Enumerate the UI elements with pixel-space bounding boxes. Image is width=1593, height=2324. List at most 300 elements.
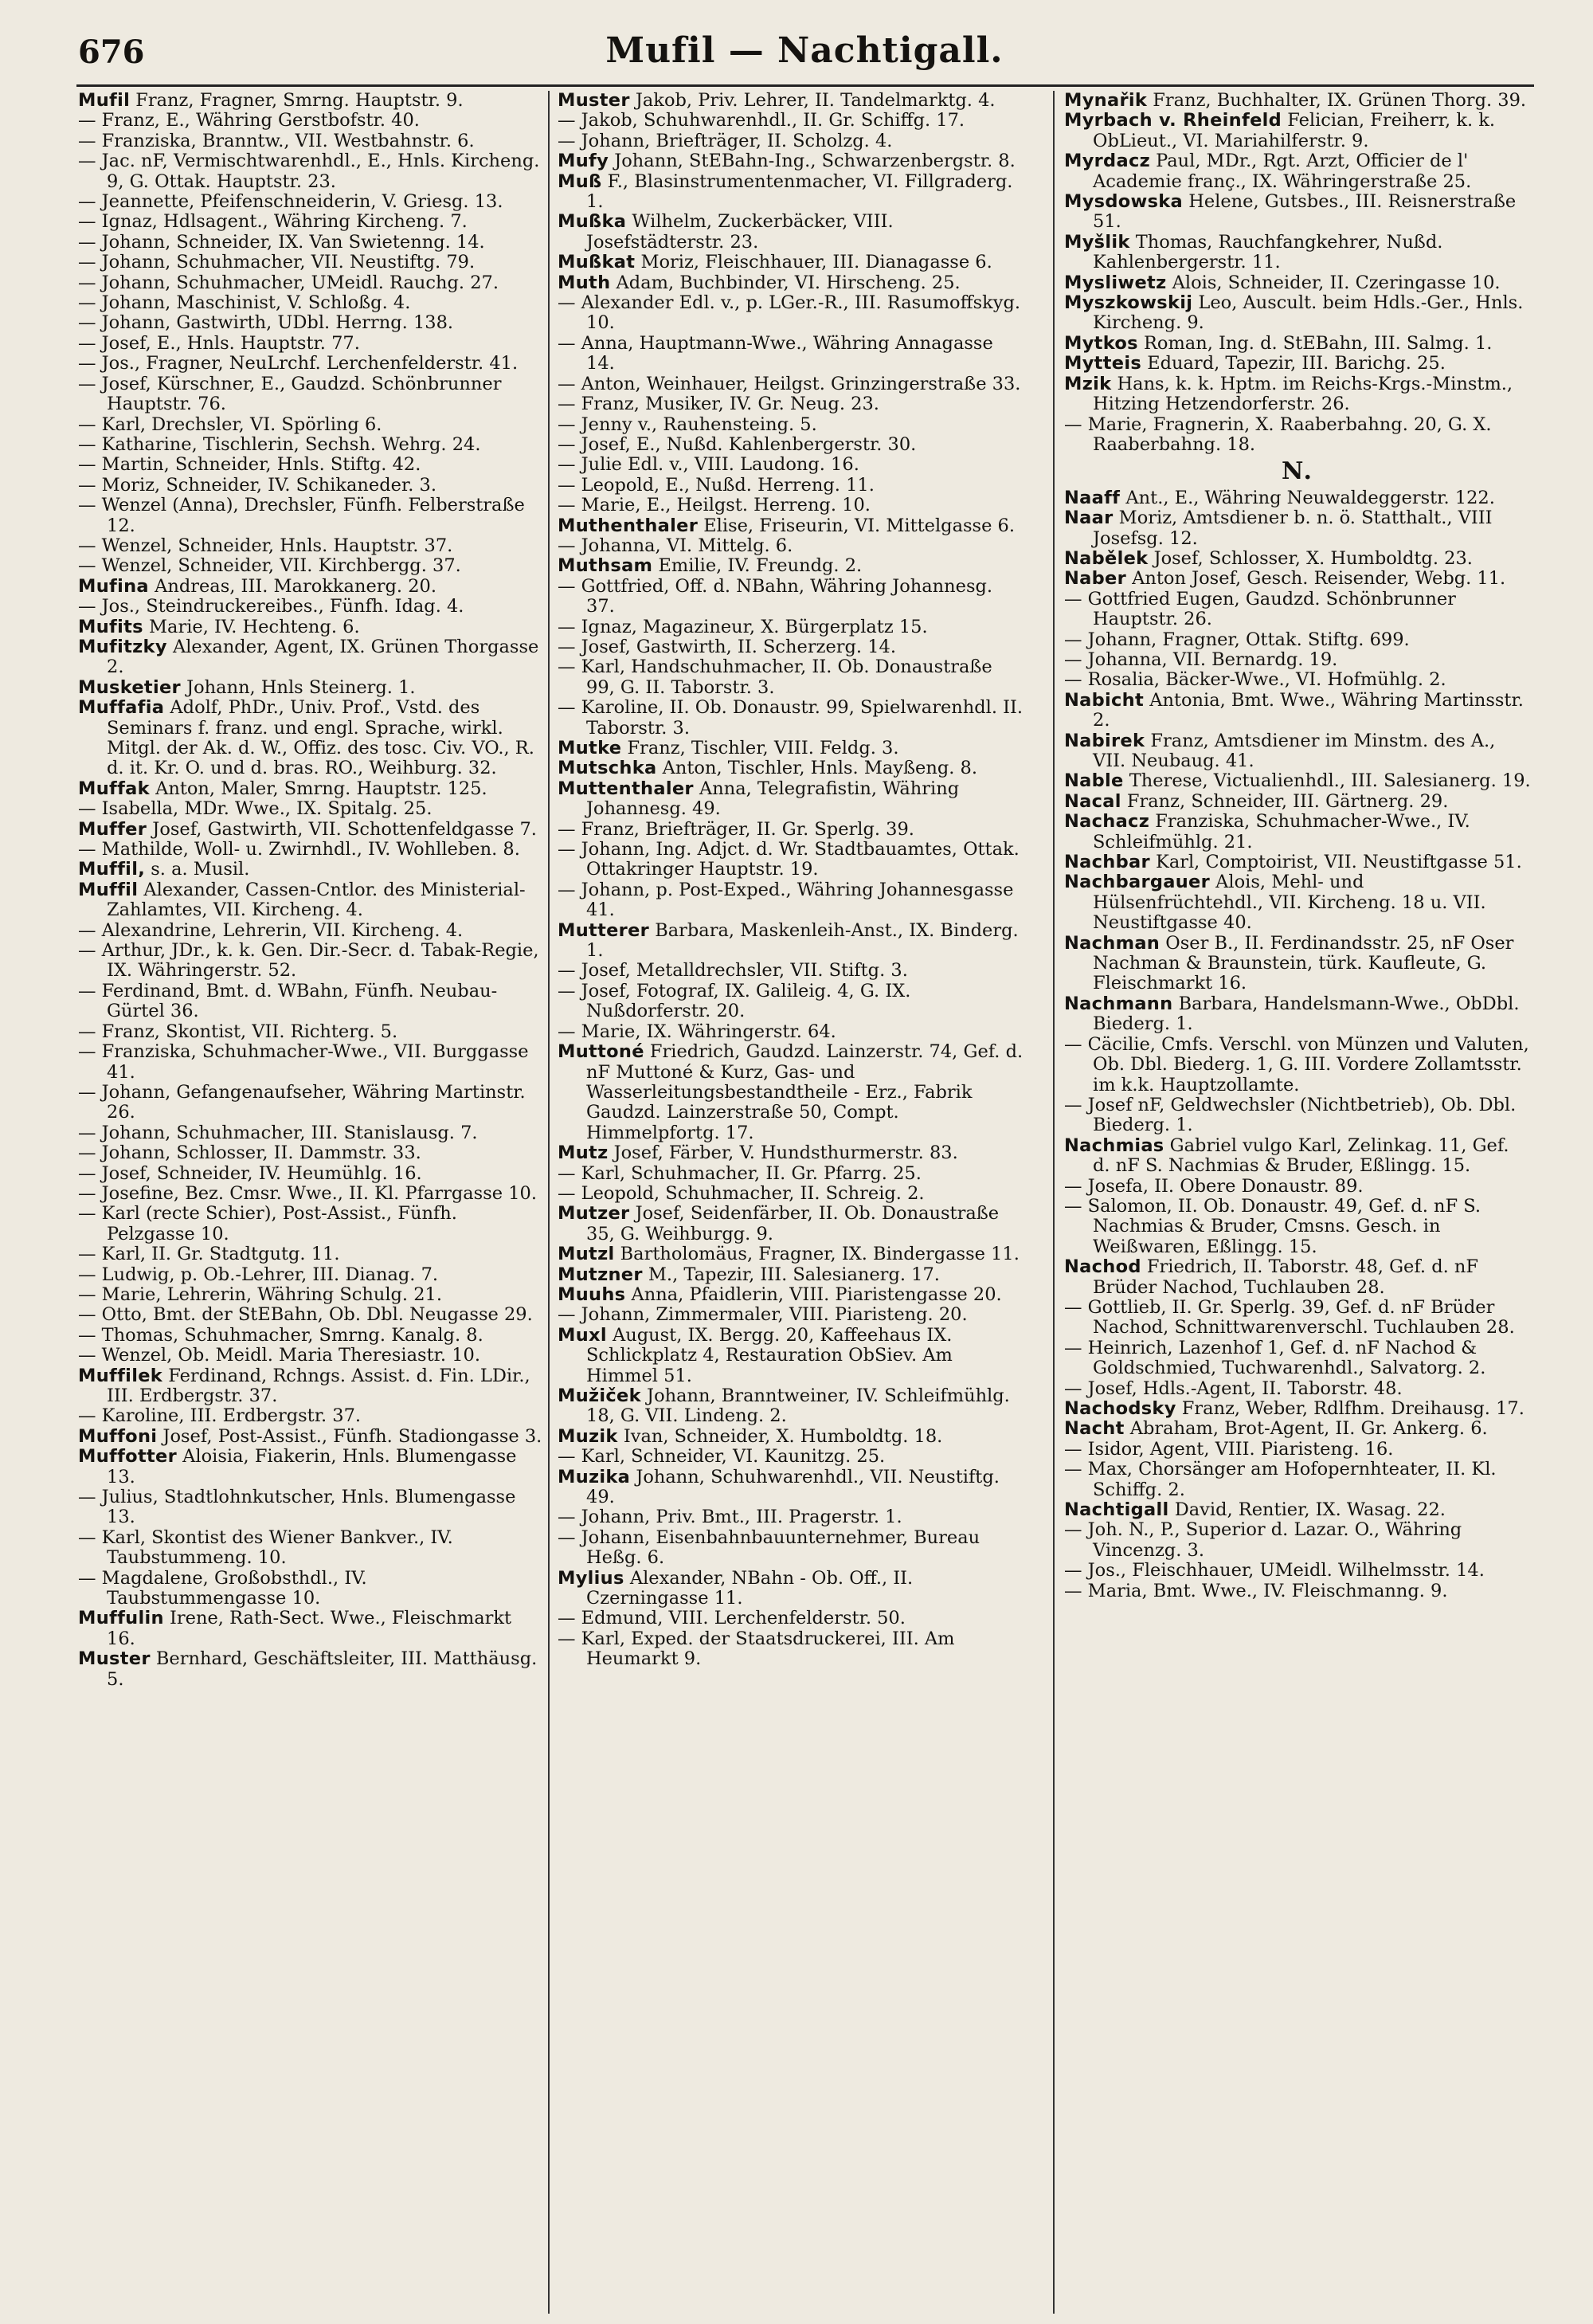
directory-entry (78, 1569, 545, 1609)
directory-entry (78, 233, 545, 253)
entry-details: — Anna, Hauptmann-Wwe., Währing Annagasse 14. (558, 332, 993, 374)
entry-surname: Naar (1064, 508, 1114, 529)
entry-details: Franz, Fragner, Smrng. Hauptstr. 9. (130, 91, 464, 111)
column-divider (1053, 91, 1055, 2314)
directory-entry (1064, 771, 1531, 791)
directory-entry (1064, 934, 1531, 994)
directory-entry (78, 1346, 545, 1366)
entry-details: — Johann, Schneider, IX. Van Swietenng. 14. (78, 231, 485, 253)
directory-entry (78, 1244, 545, 1264)
directory-entry (78, 374, 545, 415)
entry-details: — Gottfried, Off. d. NBahn, Währing Johannesg. 37. (558, 575, 993, 617)
entry-details: — Jac. nF, Vermischtwarenhdl., E., Hnls. Kircheng. 9, G. Ottak. Hauptstr. 23. (78, 151, 540, 192)
directory-entry (78, 476, 545, 496)
entry-surname: Mutke (558, 738, 622, 758)
entry-surname: Mzik (1064, 373, 1112, 394)
directory-entry (1064, 872, 1531, 933)
directory-entry (558, 415, 1024, 435)
entry-surname: Nachmias (1064, 1135, 1164, 1156)
directory-entry (78, 415, 545, 435)
entry-surname: Myrdacz (1064, 151, 1150, 172)
directory-entry (558, 1164, 1024, 1184)
entry-details: — Johann, Schuhmacher, VII. Neustiftg. 79. (78, 252, 476, 273)
entry-details: — Marie, Fragnerin, X. Raaberbahng. 20, G. X. Raaberbahng. 18. (1064, 413, 1492, 455)
entry-details: — Jakob, Schuhwarenhdl., II. Gr. Schiffg. 17. (558, 110, 965, 131)
entry-details: — Rosalia, Bäcker-Wwe., VI. Hofmühlg. 2. (1064, 669, 1446, 691)
entry-details: — Ludwig, p. Ob.-Lehrer, III. Dianag. 7. (78, 1264, 439, 1285)
directory-entry (558, 1265, 1024, 1285)
directory-entry (558, 212, 1024, 253)
directory-entry (558, 455, 1024, 475)
entry-details: Johann, Schuhwarenhdl., VII. Neustiftg. 49. (586, 1466, 1000, 1508)
directory-entry (558, 779, 1024, 820)
entry-details: — Johann, Gefangenaufseher, Währing Martinstr. 26. (78, 1081, 526, 1123)
directory-entry (78, 1649, 545, 1690)
directory-entry (1064, 812, 1531, 852)
entry-details: — Ignaz, Magazineur, X. Bürgerplatz 15. (558, 616, 928, 637)
directory-entry (558, 131, 1024, 151)
entry-surname: Nabělek (1064, 547, 1149, 569)
directory-entry (558, 1326, 1024, 1386)
entry-details: M., Tapezir, III. Salesianerg. 17. (642, 1264, 940, 1285)
entry-surname: Muß (558, 170, 602, 192)
directory-entry (78, 212, 545, 232)
entry-details: Jakob, Priv. Lehrer, II. Tandelmarktg. 4. (629, 91, 996, 111)
entry-details: David, Rentier, IX. Wasag. 22. (1168, 1499, 1446, 1521)
directory-entry (1064, 192, 1531, 233)
entry-surname: Muzik (558, 1425, 618, 1447)
directory-entry (558, 758, 1024, 778)
entry-details: Josef, Färber, V. Hundsthurmerstr. 83. (608, 1142, 958, 1164)
entry-details: — Karl, Exped. der Staatsdruckerei, III. Am Heumarkt 9. (558, 1628, 955, 1670)
directory-entry (1064, 1520, 1531, 1561)
column-divider (548, 91, 550, 2314)
entry-details: — Wenzel (Anna), Drechsler, Fünfh. Felberstraße 12. (78, 495, 525, 536)
entry-surname: Nacht (1064, 1418, 1125, 1440)
directory-entry (558, 273, 1024, 293)
entry-details: — Marie, E., Heilgst. Herreng. 10. (558, 495, 871, 516)
entry-surname: Muzika (558, 1466, 631, 1487)
entry-details: — Karl, Schuhmacher, II. Gr. Pfarrg. 25. (558, 1162, 922, 1184)
entry-details: — Karl, Skontist des Wiener Bankver., IV. Taubstummeng. 10. (78, 1526, 453, 1569)
entry-surname: Muffer (78, 818, 147, 840)
entry-details: — Johann, Priv. Bmt., III. Pragerstr. 1. (558, 1507, 902, 1528)
directory-entry (78, 779, 545, 799)
entry-details: — Magdalene, Großobsthdl., IV. Taubstummengasse 10. (78, 1567, 367, 1609)
directory-entry (78, 1427, 545, 1447)
entry-details: — Katharine, Tischlerin, Sechsh. Wehrg. 24. (78, 433, 481, 455)
directory-entry (78, 698, 545, 779)
directory-entry (1064, 691, 1531, 731)
entry-details: Johann, Hnls Steinerg. 1. (180, 676, 416, 698)
directory-entry (1064, 1440, 1531, 1460)
entry-surname: Muffilek (78, 1365, 163, 1386)
entry-details: Franziska, Schuhmacher-Wwe., IV. Schleifmühlg. 21. (1093, 811, 1470, 852)
entry-surname: Muffil (78, 879, 139, 900)
directory-entry (558, 982, 1024, 1022)
entry-surname: Mutzner (558, 1264, 643, 1285)
entry-surname: Muffulin (78, 1608, 164, 1629)
entry-details: — Marie, IX. Währingerstr. 64. (558, 1021, 836, 1042)
entry-details: Alexander, NBahn - Ob. Off., II. Czerningasse 11. (586, 1567, 914, 1609)
entry-details: Josef, Post-Assist., Fünfh. Stadiongasse 3. (157, 1425, 542, 1447)
directory-entry (1064, 1177, 1531, 1197)
directory-entry (558, 1528, 1024, 1569)
entry-surname: Mufina (78, 575, 149, 597)
entry-details: — Jeannette, Pfeifenschneiderin, V. Griesg. 13. (78, 191, 503, 213)
entry-surname: Mutz (558, 1142, 609, 1164)
directory-entry (558, 91, 1024, 111)
entry-details: — Julius, Stadtlohnkutscher, Hnls. Blumengasse 13. (78, 1487, 516, 1528)
directory-entry (558, 617, 1024, 637)
directory-entry (78, 941, 545, 982)
directory-entry (1064, 374, 1531, 415)
directory-entry (558, 1447, 1024, 1467)
entry-details: — Joh. N., P., Superior d. Lazar. O., Währing Vincenzg. 3. (1064, 1519, 1462, 1561)
entry-details: — Karl (recte Schier), Post-Assist., Fünfh. Pelzgasse 10. (78, 1203, 457, 1244)
directory-entry (78, 1265, 545, 1285)
directory-entry (1064, 1035, 1531, 1095)
directory-entry (558, 1507, 1024, 1527)
entry-details: — Karl, Handschuhmacher, II. Ob. Donaustraße 99, G. II. Taborstr. 3. (558, 656, 992, 698)
entry-details: Adam, Buchbinder, VI. Hirscheng. 25. (610, 272, 961, 293)
entry-details: Anton, Maler, Smrng. Hauptstr. 125. (149, 778, 487, 799)
directory-entry (78, 556, 545, 576)
directory-entry (1064, 630, 1531, 650)
directory-entry (1064, 569, 1531, 589)
entry-surname: Nachbar (1064, 852, 1150, 873)
directory-entry (78, 1184, 545, 1204)
directory-entry (78, 820, 545, 840)
entry-details: Ivan, Schneider, X. Humboldtg. 18. (617, 1425, 943, 1447)
entry-details: — Johann, Gastwirth, UDbl. Herrng. 138. (78, 312, 454, 334)
entry-surname: Mufitzky (78, 636, 167, 657)
directory-entry (558, 961, 1024, 981)
entry-details: Oser B., II. Ferdinandsstr. 25, nF Oser Nachman & Braunstein, türk. Kaufleute, G. Fleischmarkt 16. (1093, 932, 1514, 994)
entry-details: — Johann, Fragner, Ottak. Stiftg. 699. (1064, 629, 1410, 650)
entry-details: Josef, Schlosser, X. Humboldtg. 23. (1148, 547, 1473, 569)
directory-entry (78, 1083, 545, 1123)
directory-entry (78, 192, 545, 212)
directory-entry (78, 1022, 545, 1042)
entry-surname: Mytkos (1064, 332, 1138, 354)
entry-details: Franz, Buchhalter, IX. Grünen Thorg. 39. (1147, 91, 1527, 111)
entry-details: — Josef, Metalldrechsler, VII. Stiftg. 3. (558, 960, 908, 982)
entry-details: Anton, Tischler, Hnls. Mayßeng. 8. (656, 758, 978, 779)
directory-entry (78, 313, 545, 333)
entry-surname: Muster (78, 1648, 151, 1670)
directory-entry (1064, 1399, 1531, 1419)
directory-entry (1064, 650, 1531, 670)
entry-details: — Karoline, II. Ob. Donaustr. 99, Spielwarenhdl. II. Taborstr. 3. (558, 697, 1024, 739)
entry-details: Moriz, Amtsdiener b. n. ö. Statthalt., VIII Josefsg. 12. (1093, 508, 1493, 549)
page-number: 676 (78, 33, 145, 71)
entry-details: — Franz, Skontist, VII. Richterg. 5. (78, 1021, 398, 1042)
directory-entry (1064, 1095, 1531, 1136)
entry-details: Bartholomäus, Fragner, IX. Bindergasse 11. (614, 1244, 1020, 1265)
entry-surname: Nachacz (1064, 811, 1150, 833)
entry-details: — Josef nF, Geldwechsler (Nichtbetrieb), Ob. Dbl. Biederg. 1. (1064, 1094, 1517, 1136)
entry-details: — Jos., Steindruckereibes., Fünfh. Idag. 4. (78, 596, 464, 617)
directory-entry (558, 111, 1024, 131)
entry-details: — Leopold, Schuhmacher, II. Schreig. 2. (558, 1182, 925, 1204)
entry-details: Johann, StEBahn-Ing., Schwarzenbergstr. 8. (609, 151, 1016, 172)
directory-entry (558, 1204, 1024, 1244)
entry-surname: Muttenthaler (558, 778, 694, 799)
entry-details: — Max, Chorsänger am Hofopernhteater, II. Kl. Schiffg. 2. (1064, 1459, 1497, 1500)
entry-details: — Johanna, VII. Bernardg. 19. (1064, 649, 1338, 670)
entry-surname: Mufy (558, 151, 609, 172)
entry-surname: Muffafia (78, 697, 165, 719)
entry-details: Moriz, Fleischhauer, III. Dianagasse 6. (635, 252, 992, 273)
directory-entry (558, 1609, 1024, 1628)
directory-entry (1064, 1338, 1531, 1379)
entry-details: Andreas, III. Marokkanerg. 20. (148, 575, 437, 597)
entry-surname: Nabicht (1064, 689, 1145, 711)
directory-entry (78, 1305, 545, 1325)
entry-details: Bernhard, Geschäftsleiter, III. Matthäusg. 5. (107, 1648, 538, 1690)
entry-surname: Nachtigall (1064, 1499, 1169, 1521)
directory-entry (558, 435, 1024, 455)
directory-entry (78, 799, 545, 819)
entry-details: — Josef, Hdls.-Agent, II. Taborstr. 48. (1064, 1378, 1403, 1399)
entry-details: — Johanna, VI. Mittelg. 6. (558, 535, 793, 556)
entry-details: — Heinrich, Lazenhof 1, Gef. d. nF Nachod & Goldschmied, Tuchwarenhdl., Salvatorg. 2. (1064, 1337, 1486, 1379)
entry-details: — Martin, Schneider, Hnls. Stiftg. 42. (78, 454, 421, 476)
directory-entry (558, 536, 1024, 556)
entry-details: — Josef, Schneider, IV. Heumühlg. 16. (78, 1162, 422, 1184)
entry-details: Abraham, Brot-Agent, II. Gr. Ankerg. 6. (1124, 1418, 1488, 1440)
entry-details: Alois, Schneider, II. Czeringasse 10. (1166, 272, 1501, 293)
directory-entry (78, 617, 545, 637)
entry-details: — Josef, Fotograf, IX. Galileig. 4, G. IX. Nußdorferstr. 20. (558, 980, 911, 1022)
entry-details: Ant., E., Währing Neuwaldeggerstr. 122. (1120, 487, 1495, 508)
directory-entry (78, 860, 545, 880)
entry-details: — Josefa, II. Obere Donaustr. 89. (1064, 1175, 1364, 1197)
directory-entry (1064, 1257, 1531, 1298)
directory-entry (78, 151, 545, 192)
entry-details: — Maria, Bmt. Wwe., IV. Fleischmanng. 9. (1064, 1580, 1448, 1601)
directory-entry (1064, 1197, 1531, 1257)
entry-details: — Johann, Schlosser, II. Dammstr. 33. (78, 1142, 421, 1164)
entry-details: — Wenzel, Schneider, Hnls. Hauptstr. 37. (78, 535, 453, 556)
entry-details: Friedrich, Gaudzd. Lainzerstr. 74, Gef. d. nF Muttoné & Kurz, Gas- und Wasserleitungsbestandtheile - Erz., Fabrik Gaudzd. Lainzerstraße 50, Compt. Himmelpfortg. 17. (586, 1041, 1024, 1143)
entry-surname: Nachmann (1064, 993, 1173, 1014)
directory-column-1 (78, 91, 545, 2314)
entry-details: Anna, Telegrafistin, Währing Johannesg. 49. (586, 778, 960, 820)
directory-entry (558, 698, 1024, 739)
directory-entry (1064, 508, 1531, 549)
entry-details: Hans, k. k. Hptm. im Reichs-Krgs.-Minstm., Hitzing Hetzendorferstr. 26. (1093, 373, 1513, 415)
entry-details: Adolf, PhDr., Univ. Prof., Vstd. des Seminars f. franz. und engl. Sprache, wirkl. Mitgl. der Ak. d. W., Offiz. des tosc. Civ. VO., R. d. it. Kr. O. und d. bras. RO., Weihburg. 32. (107, 697, 534, 779)
directory-entry (1064, 852, 1531, 872)
entry-details: Paul, MDr., Rgt. Arzt, Officier de l' Academie franç., IX. Währingerstraße 25. (1093, 151, 1472, 192)
entry-surname: Mysliwetz (1064, 272, 1167, 293)
entry-details: — Leopold, E., Nußd. Herreng. 11. (558, 474, 875, 496)
directory-entry (78, 637, 545, 678)
entry-surname: Muffil, (78, 859, 146, 880)
directory-entry (78, 1406, 545, 1426)
entry-surname: Mynařik (1064, 91, 1148, 111)
directory-entry (558, 1022, 1024, 1042)
directory-entry (1064, 233, 1531, 273)
entry-details: Therese, Victualienhdl., III. Salesianerg. 19. (1123, 770, 1531, 792)
entry-details: — Karl, Schneider, VI. Kaunitzg. 25. (558, 1446, 886, 1468)
entry-details: — Marie, Lehrerin, Währing Schulg. 21. (78, 1283, 442, 1305)
entry-details: — Johann, Eisenbahnbauunternehmer, Bureau Heßg. 6. (558, 1526, 980, 1569)
entry-details: Josef, Seidenfärber, II. Ob. Donaustraße 35, G. Weihburgg. 9. (586, 1203, 1000, 1244)
directory-entry (78, 131, 545, 151)
directory-entry (1064, 334, 1531, 354)
entry-details: Franz, Amtsdiener im Minstm. des A., VII. Neubaug. 41. (1093, 730, 1496, 771)
directory-entry (78, 354, 545, 374)
entry-surname: Mutschka (558, 758, 657, 779)
directory-entry (1064, 1419, 1531, 1439)
directory-entry (1064, 91, 1531, 111)
entry-details: Roman, Ing. d. StEBahn, III. Salmg. 1. (1137, 332, 1493, 354)
entry-surname: Myszkowskij (1064, 292, 1193, 314)
entry-details: Anna, Pfaidlerin, VIII. Piaristengasse 20. (625, 1283, 1002, 1305)
directory-entry (78, 597, 545, 617)
entry-surname: Myšlik (1064, 231, 1130, 253)
header-rule (76, 84, 1534, 87)
directory-entry (1064, 731, 1531, 772)
directory-entry (558, 516, 1024, 536)
entry-details: F., Blasinstrumentenmacher, VI. Fillgraderg. 1. (586, 170, 1013, 213)
entry-details: — Alexandrine, Lehrerin, VII. Kircheng. 4. (78, 919, 464, 941)
directory-entry (78, 982, 545, 1022)
directory-entry (78, 1447, 545, 1487)
directory-entry (558, 1386, 1024, 1427)
entry-details: — Jos., Fleischhauer, UMeidl. Wilhelmsstr. 14. (1064, 1560, 1485, 1581)
directory-entry (1064, 1298, 1531, 1338)
directory-entry (1064, 488, 1531, 508)
directory-entry (1064, 273, 1531, 293)
entry-details: — Ferdinand, Bmt. d. WBahn, Fünfh. Neubau-Gürtel 36. (78, 980, 498, 1022)
entry-details: Gabriel vulgo Karl, Zelinkag. 11, Gef. d. nF S. Nachmias & Bruder, Eßlingg. 15. (1093, 1135, 1509, 1177)
directory-entry (78, 1143, 545, 1163)
entry-details: Helene, Gutsbes., III. Reisnerstraße 51. (1093, 191, 1517, 233)
directory-entry (78, 1285, 545, 1305)
entry-surname: Muffotter (78, 1446, 178, 1468)
entry-details: — Salomon, II. Ob. Donaustr. 49, Gef. d. nF S. Nachmias & Bruder, Cmsns. Gesch. in Weißwaren, Eßlingg. 15. (1064, 1195, 1481, 1257)
directory-entry (78, 1042, 545, 1083)
entry-surname: Mutzl (558, 1244, 615, 1265)
entry-details: — Wenzel, Ob. Meidl. Maria Theresiastr. 10. (78, 1345, 480, 1366)
directory-entry (558, 476, 1024, 496)
entry-details: — Otto, Bmt. der StEBahn, Ob. Dbl. Neugasse 29. (78, 1304, 533, 1326)
directory-entry (1064, 1581, 1531, 1601)
entry-details: Wilhelm, Zuckerbäcker, VIII. Josefstädterstr. 23. (586, 211, 894, 253)
entry-details: Franz, Schneider, III. Gärtnerg. 29. (1121, 790, 1449, 812)
entry-surname: Muffak (78, 778, 150, 799)
entry-details: Elise, Friseurin, VI. Mittelgasse 6. (698, 515, 1016, 536)
entry-details: Anton Josef, Gesch. Reisender, Webg. 11. (1125, 568, 1506, 590)
directory-entry (1064, 549, 1531, 569)
entry-details: — Karl, Drechsler, VI. Spörling 6. (78, 413, 382, 435)
directory-entry (78, 1366, 545, 1407)
entry-details: — Edmund, VIII. Lerchenfelderstr. 50. (558, 1608, 906, 1629)
directory-entry (558, 1184, 1024, 1204)
directory-entry (558, 880, 1024, 921)
directory-entry (558, 739, 1024, 758)
directory-entry (558, 556, 1024, 576)
directory-entry (78, 293, 545, 313)
directory-entry (1064, 111, 1531, 151)
entry-details: — Johann, Maschinist, V. Schloßg. 4. (78, 292, 411, 314)
directory-entry (558, 820, 1024, 840)
entry-details: — Karoline, III. Erdbergstr. 37. (78, 1405, 362, 1427)
directory-entry (558, 151, 1024, 171)
entry-details: Alexander, Cassen-Cntlor. des Ministerial-Zahlamtes, VII. Kircheng. 4. (107, 879, 526, 921)
entry-details: Felician, Freiherr, k. k. ObLieut., VI. Mariahilferstr. 9. (1093, 110, 1496, 151)
entry-details: — Johann, Schuhmacher, III. Stanislausg. 7. (78, 1122, 478, 1143)
entry-details: — Gottlieb, II. Gr. Sperlg. 39, Gef. d. nF Brüder Nachod, Schnittwarenverschl. Tuchlauben 28. (1064, 1296, 1515, 1338)
entry-details: — Arthur, JDr., k. k. Gen. Dir.-Secr. d. Tabak-Regie, IX. Währingerstr. 52. (78, 940, 539, 982)
entry-details: s. a. Musil. (145, 859, 250, 880)
entry-surname: Mytteis (1064, 353, 1142, 374)
directory-entry (558, 172, 1024, 213)
directory-entry (558, 921, 1024, 962)
directory-entry (558, 577, 1024, 617)
entry-details: — Josef, Gastwirth, II. Scherzerg. 14. (558, 636, 897, 657)
entry-details: — Isidor, Agent, VIII. Piaristeng. 16. (1064, 1438, 1394, 1460)
directory-entry (558, 253, 1024, 272)
directory-entry (78, 111, 545, 131)
directory-entry (78, 334, 545, 354)
entry-surname: Muthenthaler (558, 515, 699, 536)
entry-details: — Mathilde, Woll- u. Zwirnhdl., IV. Wohlleben. 8. (78, 839, 520, 860)
directory-entry (78, 253, 545, 272)
directory-entry (78, 921, 545, 941)
entry-surname: Muthsam (558, 555, 653, 577)
entry-surname: Mußka (558, 211, 627, 233)
directory-entry (558, 657, 1024, 698)
section-heading: N. (1282, 457, 1313, 486)
entry-surname: Naaff (1064, 487, 1121, 508)
entry-surname: Mufil (78, 91, 131, 111)
directory-entry (78, 496, 545, 536)
directory-entry (78, 536, 545, 556)
directory-entry (558, 1569, 1024, 1609)
entry-surname: Nabirek (1064, 730, 1145, 751)
entry-surname: Nachod (1064, 1256, 1141, 1278)
entry-surname: Nacal (1064, 790, 1121, 812)
entry-details: — Gottfried Eugen, Gaudzd. Schönbrunner Hauptstr. 26. (1064, 588, 1456, 630)
entry-surname: Muster (558, 91, 630, 111)
directory-entry (1064, 415, 1531, 456)
directory-column-2 (558, 91, 1024, 2314)
directory-entry (558, 394, 1024, 414)
directory-entry (558, 496, 1024, 515)
entry-surname: Mutterer (558, 919, 650, 941)
entry-details: — Josef, E., Nußd. Kahlenbergerstr. 30. (558, 433, 917, 455)
entry-surname: Mužiček (558, 1385, 641, 1406)
directory-entry (78, 1487, 545, 1528)
entry-details: — Johann, Zimmermaler, VIII. Piaristeng. 20. (558, 1304, 968, 1326)
entry-details: — Josef, E., Hnls. Hauptstr. 77. (78, 332, 360, 354)
directory-entry (1064, 354, 1531, 374)
entry-details: Alois, Mehl- und Hülsenfrüchtehdl., VII. Kircheng. 18 u. VII. Neustiftgasse 40. (1093, 872, 1486, 934)
entry-details: Barbara, Handelsmann-Wwe., ObDbl. Biederg. 1. (1093, 993, 1520, 1035)
directory-entry (1064, 792, 1531, 812)
entry-surname: Nable (1064, 770, 1124, 792)
entry-details: Leo, Auscult. beim Hdls.-Ger., Hnls. Kircheng. 9. (1093, 292, 1524, 334)
entry-details: — Johann, p. Post-Exped., Währing Johannesgasse 41. (558, 879, 1014, 921)
entry-details: — Karl, II. Gr. Stadtgutg. 11. (78, 1244, 340, 1265)
entry-surname: Nachodsky (1064, 1398, 1176, 1419)
directory-entry (1064, 994, 1531, 1035)
